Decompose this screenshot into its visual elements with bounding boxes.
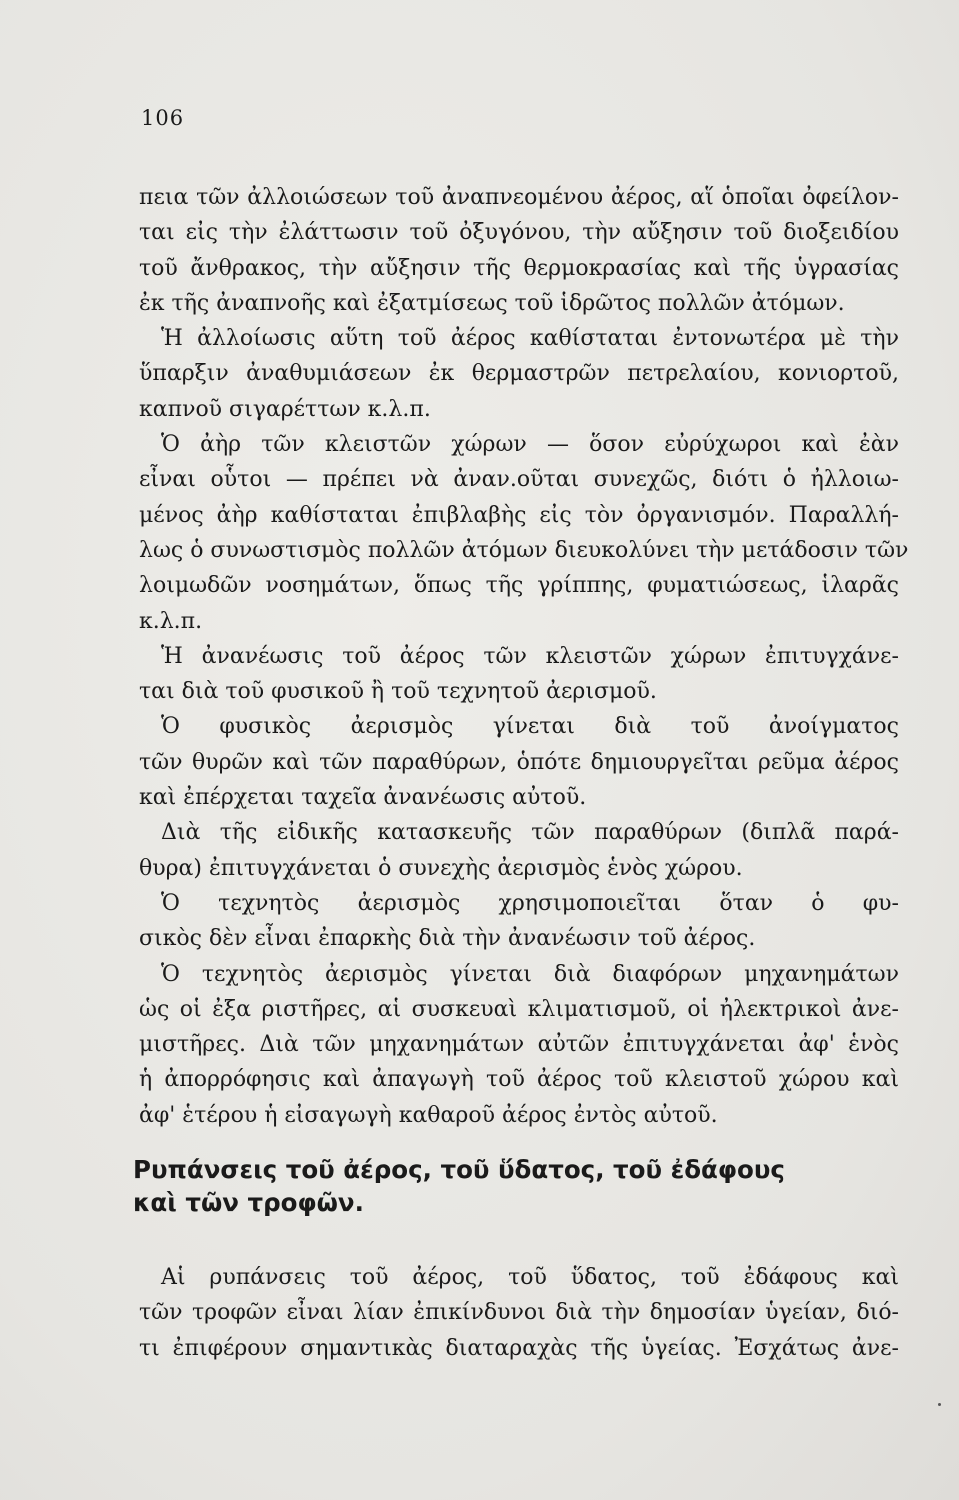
text-line: Ἡ ἀλλοίωσις αὕτη τοῦ ἀέρος καθίσταται ἐντονωτέρα μὲ τὴν [161,326,899,352]
text-line: εἶναι οὗτοι — πρέπει νὰ ἀναν.οῦται συνεχῶς, διότι ὁ ἠλλοιω- [139,467,899,493]
text-line: τῶν θυρῶν καὶ τῶν παραθύρων, ὁπότε δημιουργεῖται ρεῦμα ἀέρος [139,749,899,775]
paragraph [139,427,909,639]
text-line: ἀφ' ἑτέρου ἡ εἰσαγωγὴ καθαροῦ ἀέρος ἐντὸς αὐτοῦ. [139,1102,718,1128]
page-number: 106 [141,106,185,130]
text-line: Ὁ ἀὴρ τῶν κλειστῶν χώρων — ὅσον εὐρύχωροι καὶ ἐὰν [161,432,899,458]
text-line: Διὰ τῆς εἰδικῆς κατασκευῆς τῶν παραθύρων (διπλᾶ παρά- [161,820,899,846]
text-line: λως ὁ συνωστισμὸς πολλῶν ἀτόμων διευκολύνει τὴν μετάδοσιν τῶν [139,537,909,563]
text-line: μιστῆρες. Διὰ τῶν μηχανημάτων αὐτῶν ἐπιτυγχάνεται ἀφ' ἑνὸς [139,1032,899,1058]
text-line: ὡς οἱ ἐξα ριστῆρες, αἱ συσκευαὶ κλιματισμοῦ, οἱ ἠλεκτρικοὶ ἀνε- [139,996,899,1022]
paragraph [139,709,899,815]
text-line: ἐκ τῆς ἀναπνοῆς καὶ ἐξατμίσεως τοῦ ἱδρῶτος πολλῶν ἀτόμων. [139,290,845,316]
paragraph [139,321,899,427]
text-line: καπνοῦ σιγαρέττων κ.λ.π. [139,396,431,422]
paragraph [139,1260,899,1366]
text-line: Ὁ τεχνητὸς ἀερισμὸς χρησιμοποιεῖται ὅταν ὁ φυ- [161,890,899,916]
text-line: μένος ἀὴρ καθίσταται ἐπιβλαβὴς εἰς τὸν ὀργανισμόν. Παραλλή- [139,502,899,528]
text-line: τι ἐπιφέρουν σημαντικὰς διαταραχὰς τῆς ὑγείας. Ἐσχάτως ἀνε- [139,1335,899,1361]
paragraph [139,957,899,1133]
text-line: ται διὰ τοῦ φυσικοῦ ἢ τοῦ τεχνητοῦ ἀερισμοῦ. [139,679,657,705]
text-line: τοῦ ἄνθρακος, τὴν αὔξησιν τῆς θερμοκρασίας καὶ τῆς ὑγρασίας [139,255,899,281]
text-line: πεια τῶν ἀλλοιώσεων τοῦ ἀναπνεομένου ἀέρος, αἵ ὁποῖαι ὀφείλον- [139,185,899,210]
text-line: κ.λ.π. [139,608,203,634]
text-line: ὕπαρξιν ἀναθυμιάσεων ἐκ θερμαστρῶν πετρελαίου, κονιορτοῦ, [139,361,899,387]
section-heading-line: Ρυπάνσεις τοῦ ἀέρος, τοῦ ὕδατος, τοῦ ἐδάφους [133,1155,785,1184]
paragraph [139,639,899,710]
paragraph [139,815,899,886]
body-text-top [139,180,909,1133]
text-line: θυρα) ἐπιτυγχάνεται ὁ συνεχὴς ἀερισμὸς ἑνὸς χώρου. [139,855,743,881]
body-text-bottom [139,1260,899,1366]
paper-speck [938,1403,941,1406]
text-line: ἡ ἀπορρόφησις καὶ ἀπαγωγὴ τοῦ ἀέρος τοῦ κλειστοῦ χώρου καὶ [139,1067,899,1093]
text-line: Ὁ τεχνητὸς ἀερισμὸς γίνεται διὰ διαφόρων μηχανημάτων [161,961,899,987]
section-heading-line: καὶ τῶν τροφῶν. [133,1188,364,1217]
text-line: Αἱ ρυπάνσεις τοῦ ἀέρος, τοῦ ὕδατος, τοῦ ἐδάφους καὶ [161,1265,899,1290]
section-heading [133,1153,903,1219]
paragraph [139,886,899,957]
text-line: λοιμωδῶν νοσημάτων, ὅπως τῆς γρίππης, φυματιώσεως, ἱλαρᾶς [139,573,899,599]
text-line: καὶ ἐπέρχεται ταχεῖα ἀνανέωσις αὐτοῦ. [139,785,587,811]
text-line: Ἡ ἀνανέωσις τοῦ ἀέρος τῶν κλειστῶν χώρων ἐπιτυγχάνε- [161,643,899,669]
paragraph [139,180,899,321]
text-line: σικὸς δὲν εἶναι ἐπαρκὴς διὰ τὴν ἀνανέωσιν τοῦ ἀέρος. [139,926,756,952]
text-line: ται εἰς τὴν ἐλάττωσιν τοῦ ὀξυγόνου, τὴν αὔξησιν τοῦ διοξειδίου [139,220,899,246]
text-line: τῶν τροφῶν εἶναι λίαν ἐπικίνδυνοι διὰ τὴν δημοσίαν ὑγείαν, διό- [139,1300,899,1326]
text-line: Ὁ φυσικὸς ἀερισμὸς γίνεται διὰ τοῦ ἀνοίγματος [161,714,899,740]
